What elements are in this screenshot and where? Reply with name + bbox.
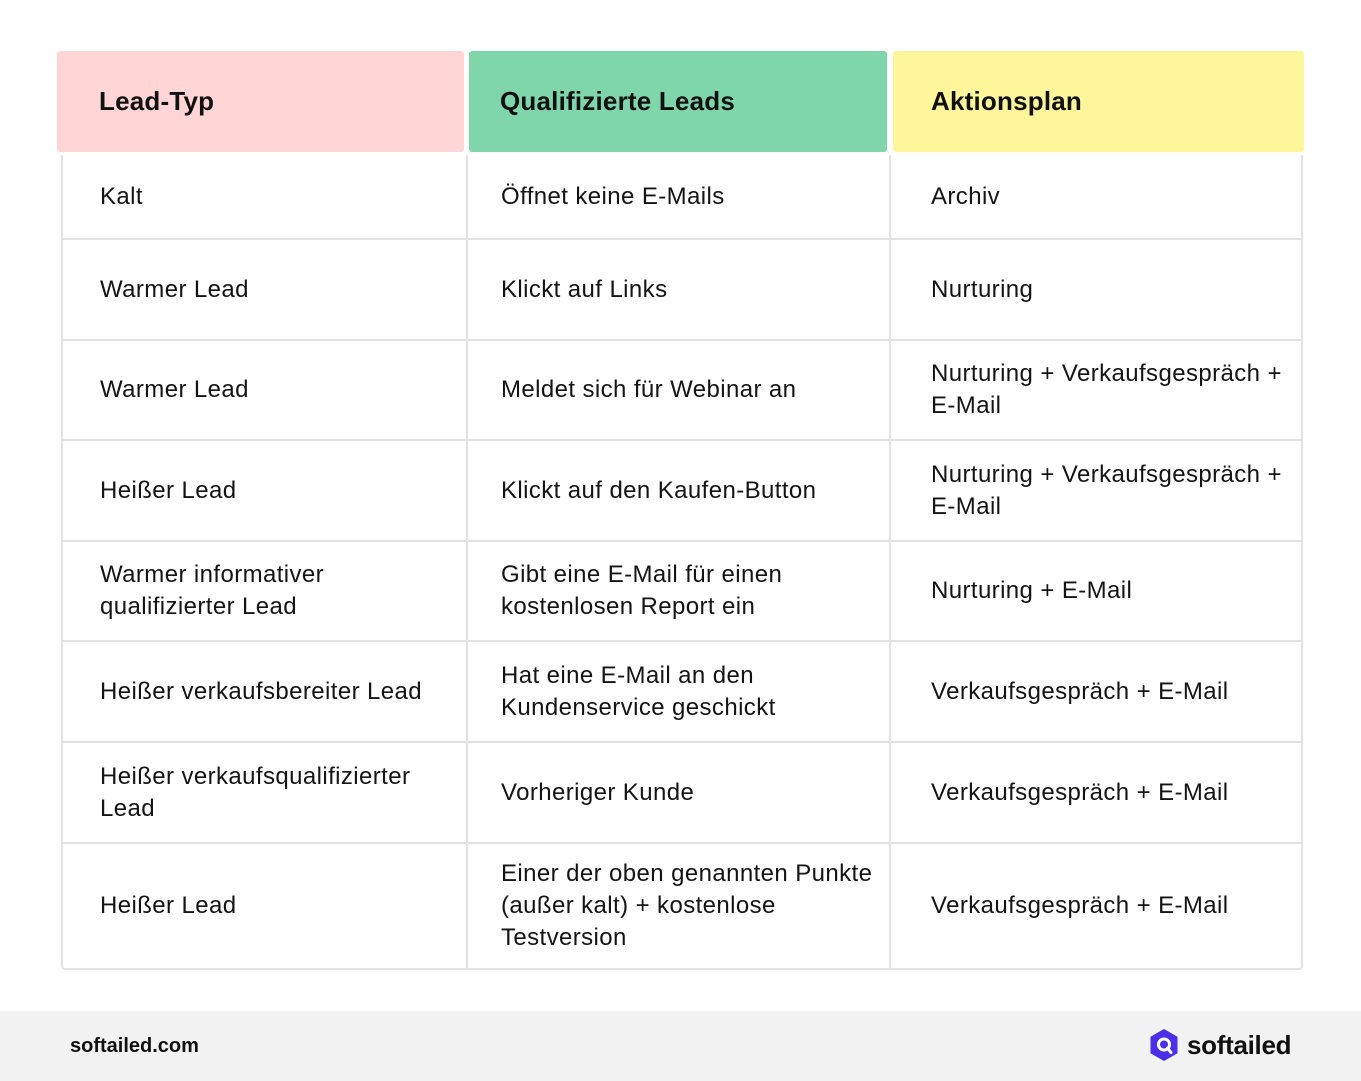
lead-type-cell: Heißer verkaufsqualifizierter Lead bbox=[63, 743, 468, 842]
table-row bbox=[63, 542, 1301, 642]
lead-type-cell: Warmer Lead bbox=[63, 341, 468, 439]
action-cell: Archiv bbox=[931, 182, 1001, 210]
qualified-cell: Gibt eine E-Mail für einen kostenlosen Report ein bbox=[468, 542, 891, 640]
table-row bbox=[63, 743, 1301, 844]
header-action-plan: Aktionsplan bbox=[893, 51, 1304, 152]
footer bbox=[0, 1011, 1361, 1081]
lead-type-cell: Warmer Lead bbox=[63, 240, 468, 339]
table-body bbox=[61, 155, 1303, 970]
softailed-logo-icon bbox=[1149, 1028, 1179, 1062]
table-row bbox=[63, 642, 1301, 743]
brand-name: softailed bbox=[1187, 1029, 1292, 1060]
qualified-cell: Klickt auf den Kaufen-Button bbox=[468, 441, 891, 540]
action-cell: Verkaufsgespräch + E-Mail bbox=[931, 892, 1229, 919]
lead-type-cell: Kalt bbox=[63, 155, 468, 238]
table-row bbox=[63, 844, 1301, 968]
action-cell: Verkaufsgespräch + E-Mail bbox=[931, 778, 1229, 806]
brand-logo[interactable] bbox=[1149, 1028, 1291, 1062]
qualified-cell: Meldet sich für Webinar an bbox=[468, 341, 891, 439]
table-header bbox=[57, 51, 1304, 152]
qualified-cell: Klickt auf Links bbox=[468, 240, 891, 339]
action-cell: Nurturing bbox=[931, 275, 1034, 303]
table-row bbox=[63, 341, 1301, 441]
qualified-cell: Öffnet keine E-Mails bbox=[468, 155, 891, 238]
action-cell: Verkaufsgespräch + E-Mail bbox=[931, 677, 1229, 705]
header-lead-type: Lead-Typ bbox=[57, 51, 464, 152]
action-cell: Nurturing + Verkaufsgespräch + E-Mail bbox=[931, 360, 1282, 419]
lead-type-cell: Heißer verkaufsbereiter Lead bbox=[63, 642, 468, 741]
lead-type-cell: Heißer Lead bbox=[63, 441, 468, 540]
footer-url[interactable]: softailed.com bbox=[70, 1035, 199, 1057]
lead-type-cell: Warmer informativer qualifizierter Lead bbox=[63, 542, 468, 640]
action-cell: Nurturing + Verkaufsgespräch + E-Mail bbox=[931, 460, 1282, 520]
header-qualified-leads: Qualifizierte Leads bbox=[469, 51, 887, 152]
table-row bbox=[63, 155, 1301, 240]
table-row bbox=[63, 240, 1301, 341]
action-cell: Nurturing + E-Mail bbox=[931, 577, 1133, 604]
table-row bbox=[63, 441, 1301, 542]
qualified-cell: Einer der oben genannten Punkte (außer kalt) + kostenlose Testversion bbox=[468, 844, 891, 968]
qualified-cell: Hat eine E-Mail an den Kundenservice geschickt bbox=[468, 642, 891, 741]
lead-type-cell: Heißer Lead bbox=[63, 844, 468, 968]
qualified-cell: Vorheriger Kunde bbox=[468, 743, 891, 842]
